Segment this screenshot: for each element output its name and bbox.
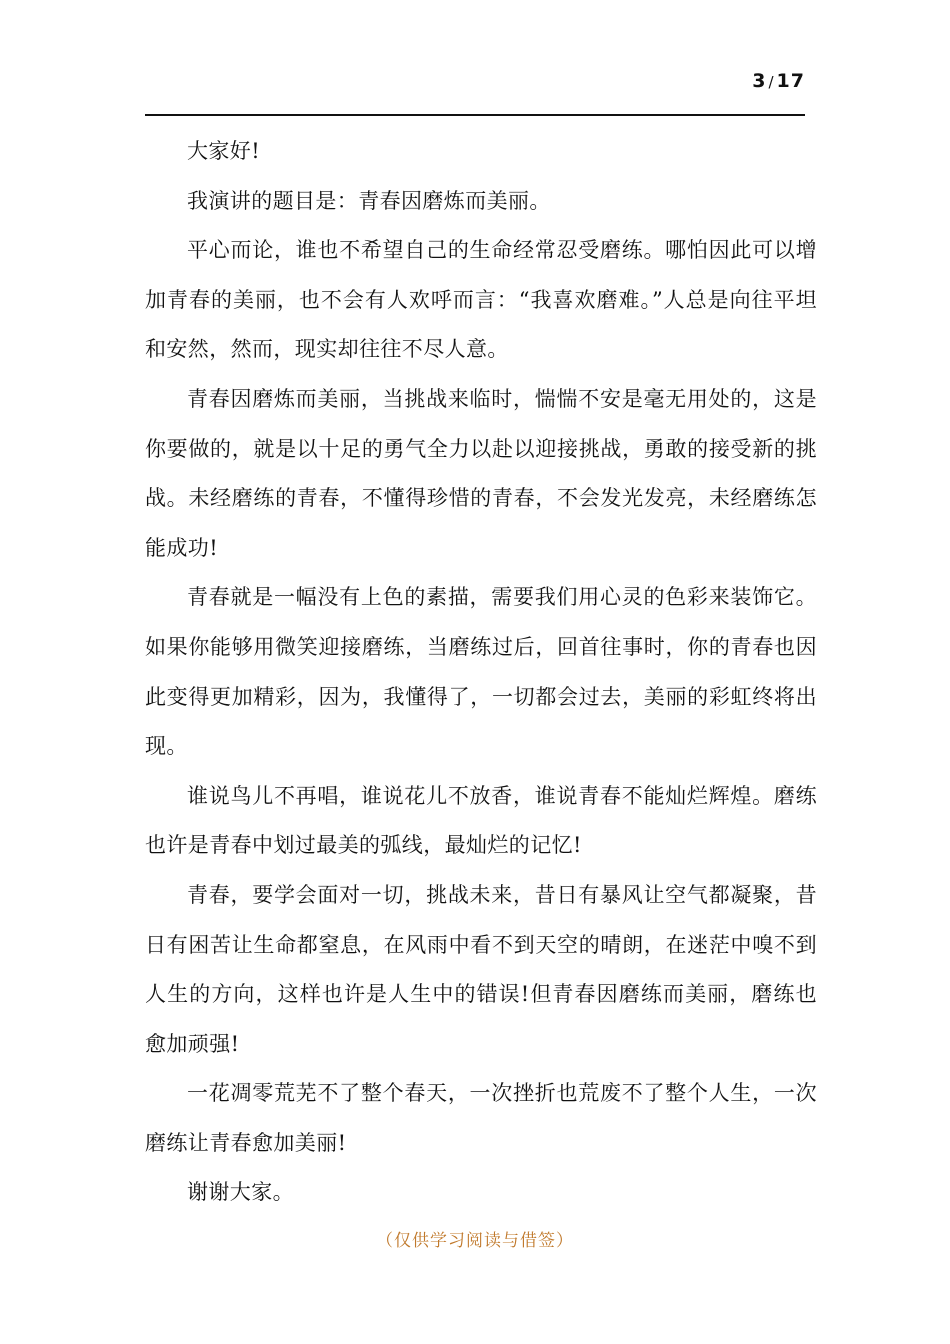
paragraph-closing: 谢谢大家。 [187,1180,294,1205]
paragraph-greeting: 大家好! [187,139,261,163]
page-separator: / [768,73,775,91]
paragraph: 青春因磨炼而美丽，当挑战来临时，惴惴不安是毫无用处的，这是你要做的，就是以十足的勇气全力以赴以迎接挑战，勇敢的接受新的挑战。未经磨练的青春，不懂得珍惜的青春，不会发光发亮，未经磨练怎能成功! [145,386,817,560]
header-divider [145,114,805,116]
paragraph: 青春就是一幅没有上色的素描，需要我们用心灵的色彩来装饰它。如果你能够用微笑迎接磨练，当磨练过后，回首往事时，你的青春也因此变得更加精彩，因为，我懂得了，一切都会过去，美丽的彩虹终将出现。 [145,585,817,759]
paragraph: 青春，要学会面对一切，挑战未来，昔日有暴风让空气都凝聚，昔日有困苦让生命都窒息，在风雨中看不到天空的晴朗，在迷茫中嗅不到人生的方向，这样也许是人生中的错误!但青春因磨练而美丽，磨练也愈加顽强! [145,882,817,1056]
paragraph: 一花凋零荒芜不了整个春天，一次挫折也荒废不了整个人生，一次磨练让青春愈加美丽! [145,1081,817,1155]
page-current: 3 [752,70,767,92]
paragraph-topic: 我演讲的题目是：青春因磨炼而美丽。 [187,188,551,213]
page-total: 17 [776,70,805,92]
document-body [145,127,817,1218]
paragraph: 谁说鸟儿不再唱，谁说花儿不放香，谁说青春不能灿烂辉煌。磨练也许是青春中划过最美的弧线，最灿烂的记忆! [145,783,817,858]
page-number [752,70,805,92]
footer-note: （仅供学习阅读与借签） [376,1231,574,1251]
paragraph: 平心而论，谁也不希望自己的生命经常忍受磨练。哪怕因此可以增加青春的美丽，也不会有人欢呼而言：“我喜欢磨难。”人总是向往平坦和安然，然而，现实却往往不尽人意。 [145,238,817,362]
